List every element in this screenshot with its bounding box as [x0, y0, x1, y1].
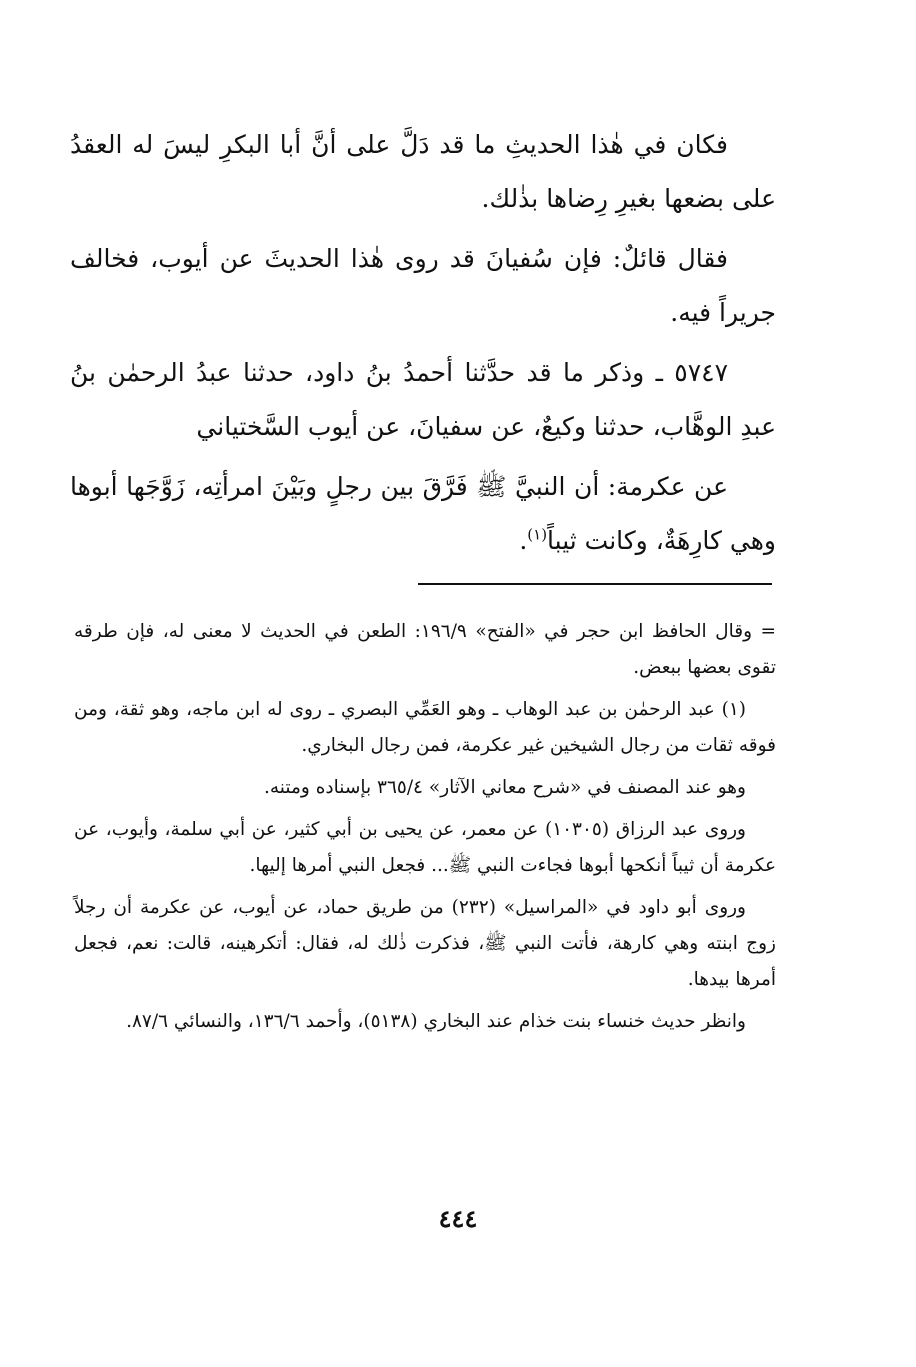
main-paragraph-2: فقال قائلٌ: فإن سُفيانَ قد روى هٰذا الحديثَ عن أيوب، فخالف جريراً فيه.	[70, 244, 776, 327]
footnote-paragraph: وروى عبد الرزاق (١٠٣٠٥) عن معمر، عن يحيى بن أبي كثير، عن أبي سلمة، وأيوب، عن عكرمة أن ثيباً أنكحها أبوها فجاءت النبي ﷺ... فجعل النبي أمرها إليها.	[74, 819, 776, 876]
footnote-1: (١) عبد الرحمٰن بن عبد الوهاب ـ وهو العَمِّي البصري ـ روى له ابن ماجه، وهو ثقة، ومن فوقه ثقات من رجال الشيخين غير عكرمة، فمن رجال البخاري.	[74, 699, 776, 756]
end-mark: .	[519, 526, 528, 555]
main-paragraph-1: فكان في هٰذا الحديثِ ما قد دَلَّ على أنَّ أبا البكرِ ليسَ له العقدُ على بضعها بغيرِ رِضاها بذٰلك.	[70, 130, 776, 213]
footnote-paragraph: وهو عند المصنف في «شرح معاني الآثار» ٣٦٥/٤ بإسناده ومتنه.	[264, 777, 746, 798]
footnote-divider	[418, 583, 772, 585]
footnote-reference[interactable]: (١)	[527, 525, 548, 544]
footnotes	[74, 614, 776, 1046]
main-paragraph-4	[70, 460, 776, 568]
main-paragraph-4-text: عن عكرمة: أن النبيَّ ﷺ فَرَّقَ بين رجلٍ وبَيْنَ امرأتِه، زَوَّجَها أبوها وهي كارِهَةٌ، وكانت ثيباً	[70, 472, 776, 555]
footnote-paragraph: وروى أبو داود في «المراسيل» (٢٣٢) من طريق حماد، عن أيوب، عن عكرمة أن رجلاً زوج ابنته وهي كارهة، فأتت النبي ﷺ، فذكرت ذٰلك له، فقال: أتكرهينه، قالت: نعم، فجعل أمرها بيدها.	[74, 897, 776, 990]
footnote-paragraph: وانظر حديث خنساء بنت خذام عند البخاري (٥١٣٨)، وأحمد ١٣٦/٦، والنسائي ٨٧/٦.	[126, 1011, 746, 1032]
page-number: ٤٤٤	[438, 1204, 478, 1233]
footnote-continuation: = وقال الحافظ ابن حجر في «الفتح» ١٩٦/٩: الطعن في الحديث لا معنى له، فإن طرقه تقوى بعضها ببعض.	[74, 621, 777, 678]
main-paragraph-hadith-5747: ٥٧٤٧ ـ وذكر ما قد حدَّثنا أحمدُ بنُ داود، حدثنا عبدُ الرحمٰن بنُ عبدِ الوهَّاب، حدثنا وكيعٌ، عن سفيانَ، عن أيوب السَّختياني	[70, 358, 776, 441]
main-text	[70, 118, 776, 574]
